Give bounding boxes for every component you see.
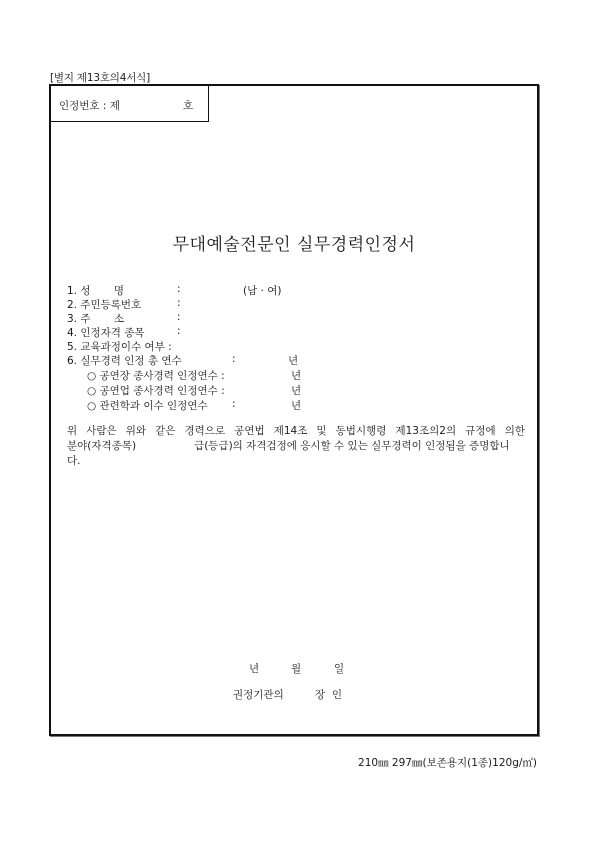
certificate-frame	[49, 84, 539, 736]
item-qualification-label: 4. 인정자격 종목	[67, 327, 145, 339]
sub-theater-unit: 년	[291, 370, 302, 382]
item-name-label: 1. 성 명	[67, 285, 125, 297]
item-address-colon: :	[177, 311, 181, 323]
item-name-colon: :	[177, 283, 181, 295]
document-title: 무대예술전문인 실무경력인정서	[172, 235, 416, 255]
date-month: 월	[291, 663, 302, 675]
item-total-years-label: 6. 실무경력 인정 총 연수	[67, 355, 182, 367]
sub-industry-label: ○ 공연업 종사경력 인정연수 :	[87, 385, 225, 397]
item-id-colon: :	[177, 297, 181, 309]
sub-major-label: ○ 관련학과 이수 인정연수	[87, 400, 208, 412]
statement-line-2	[67, 439, 525, 454]
item-id-label: 2. 주민등록번호	[67, 299, 142, 311]
item-total-years-unit: 년	[288, 355, 299, 367]
sub-theater-label: ○ 공연장 종사경력 인정연수 :	[87, 370, 225, 382]
date-day: 일	[334, 663, 345, 675]
statement-line-3: 다.	[67, 455, 81, 467]
form-number: [별지 제13호의4서식]	[50, 72, 150, 84]
date-year: 년	[249, 663, 260, 675]
sub-major-colon: :	[232, 398, 236, 410]
item-address-label: 3. 주 소	[67, 313, 125, 325]
statement-field-label: 분야(자격종목)	[67, 440, 137, 452]
item-education-label: 5. 교육과정이수 여부 :	[67, 341, 172, 353]
statement-grade-text: 급(등급)의 자격검정에 응시할 수 있는 실무경력이 인정됨을 증명합니	[194, 440, 510, 452]
item-total-years-colon: :	[232, 353, 236, 365]
issuer-label: 권정기관의	[233, 689, 284, 701]
item-gender: (남 · 여)	[243, 285, 282, 297]
certificate-number-suffix: 호	[183, 100, 194, 112]
sub-major-unit: 년	[291, 400, 302, 412]
certificate-number-box	[51, 86, 209, 122]
certificate-number-label: 인정번호 : 제	[59, 100, 120, 112]
paper-spec: 210㎜ 297㎜(보존용지(1종)120g/㎡)	[358, 757, 537, 769]
sub-industry-unit: 년	[291, 385, 302, 397]
issuer-seal: 장 인	[315, 689, 342, 701]
statement-line-1: 위 사람은 위와 같은 경력으로 공연법 제14조 및 동법시행령 제13조의2의 규정에 의한	[67, 425, 525, 437]
item-qualification-colon: :	[177, 325, 181, 337]
